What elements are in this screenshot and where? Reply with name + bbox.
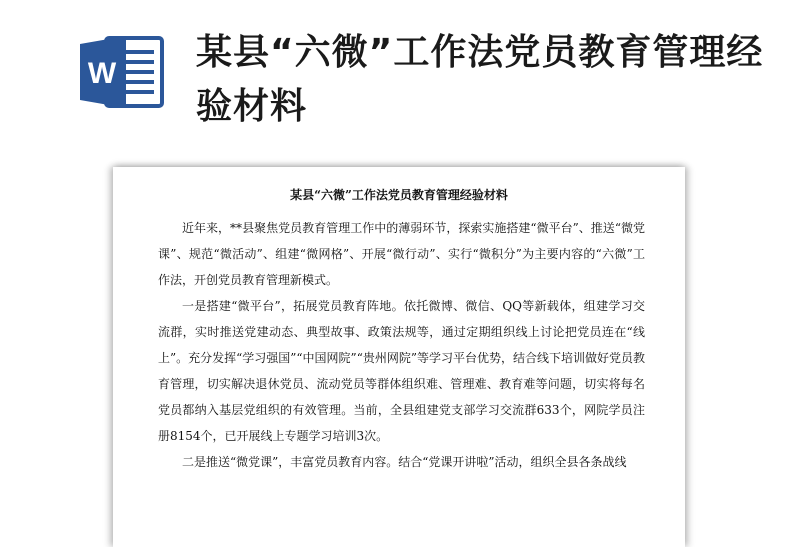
word-logo [80,34,164,110]
paragraph: 一是搭建“微平台”，拓展党员教育阵地。依托微博、微信、QQ等新载体，组建学习交流群，实时推送党建动态、典型故事、政策法规等，通过定期组织线上讨论把党员连在“线上”。充分发挥“学习强国”“中国网院”“贵州网院”等学习平台优势，结合线下培训做好党员教育管理，切实解决退休党员、流动党员等群体组织难、管理难、教育难等问题，切实将每名党员都纳入基层党组织的有效管理。当前，全县组建党支部学习交流群633个，网院学员注册8154个，已开展线上专题学习培训3次。 [158,299,645,443]
document-body [158,215,645,475]
document-title: 某县“六微”工作法党员教育管理经验材料 [290,188,508,202]
word-logo-letter: W [87,57,117,90]
paragraph: 二是推送“微党课”，丰富党员教育内容。结合“党课开讲啦”活动，组织全县各条战线 [182,455,627,469]
word-document-icon [80,34,164,110]
document-page [113,167,685,547]
paragraph: 近年来，**县聚焦党员教育管理工作中的薄弱环节，探索实施搭建“微平台”、推送“微党课”、规范“微活动”、组建“微网格”、开展“微行动”、实行“微积分”为主要内容的“六微”工作法，开创党员教育管理新模式。 [158,221,645,287]
page-title: 某县“六微”工作法党员教育管理经验材料 [196,32,764,127]
